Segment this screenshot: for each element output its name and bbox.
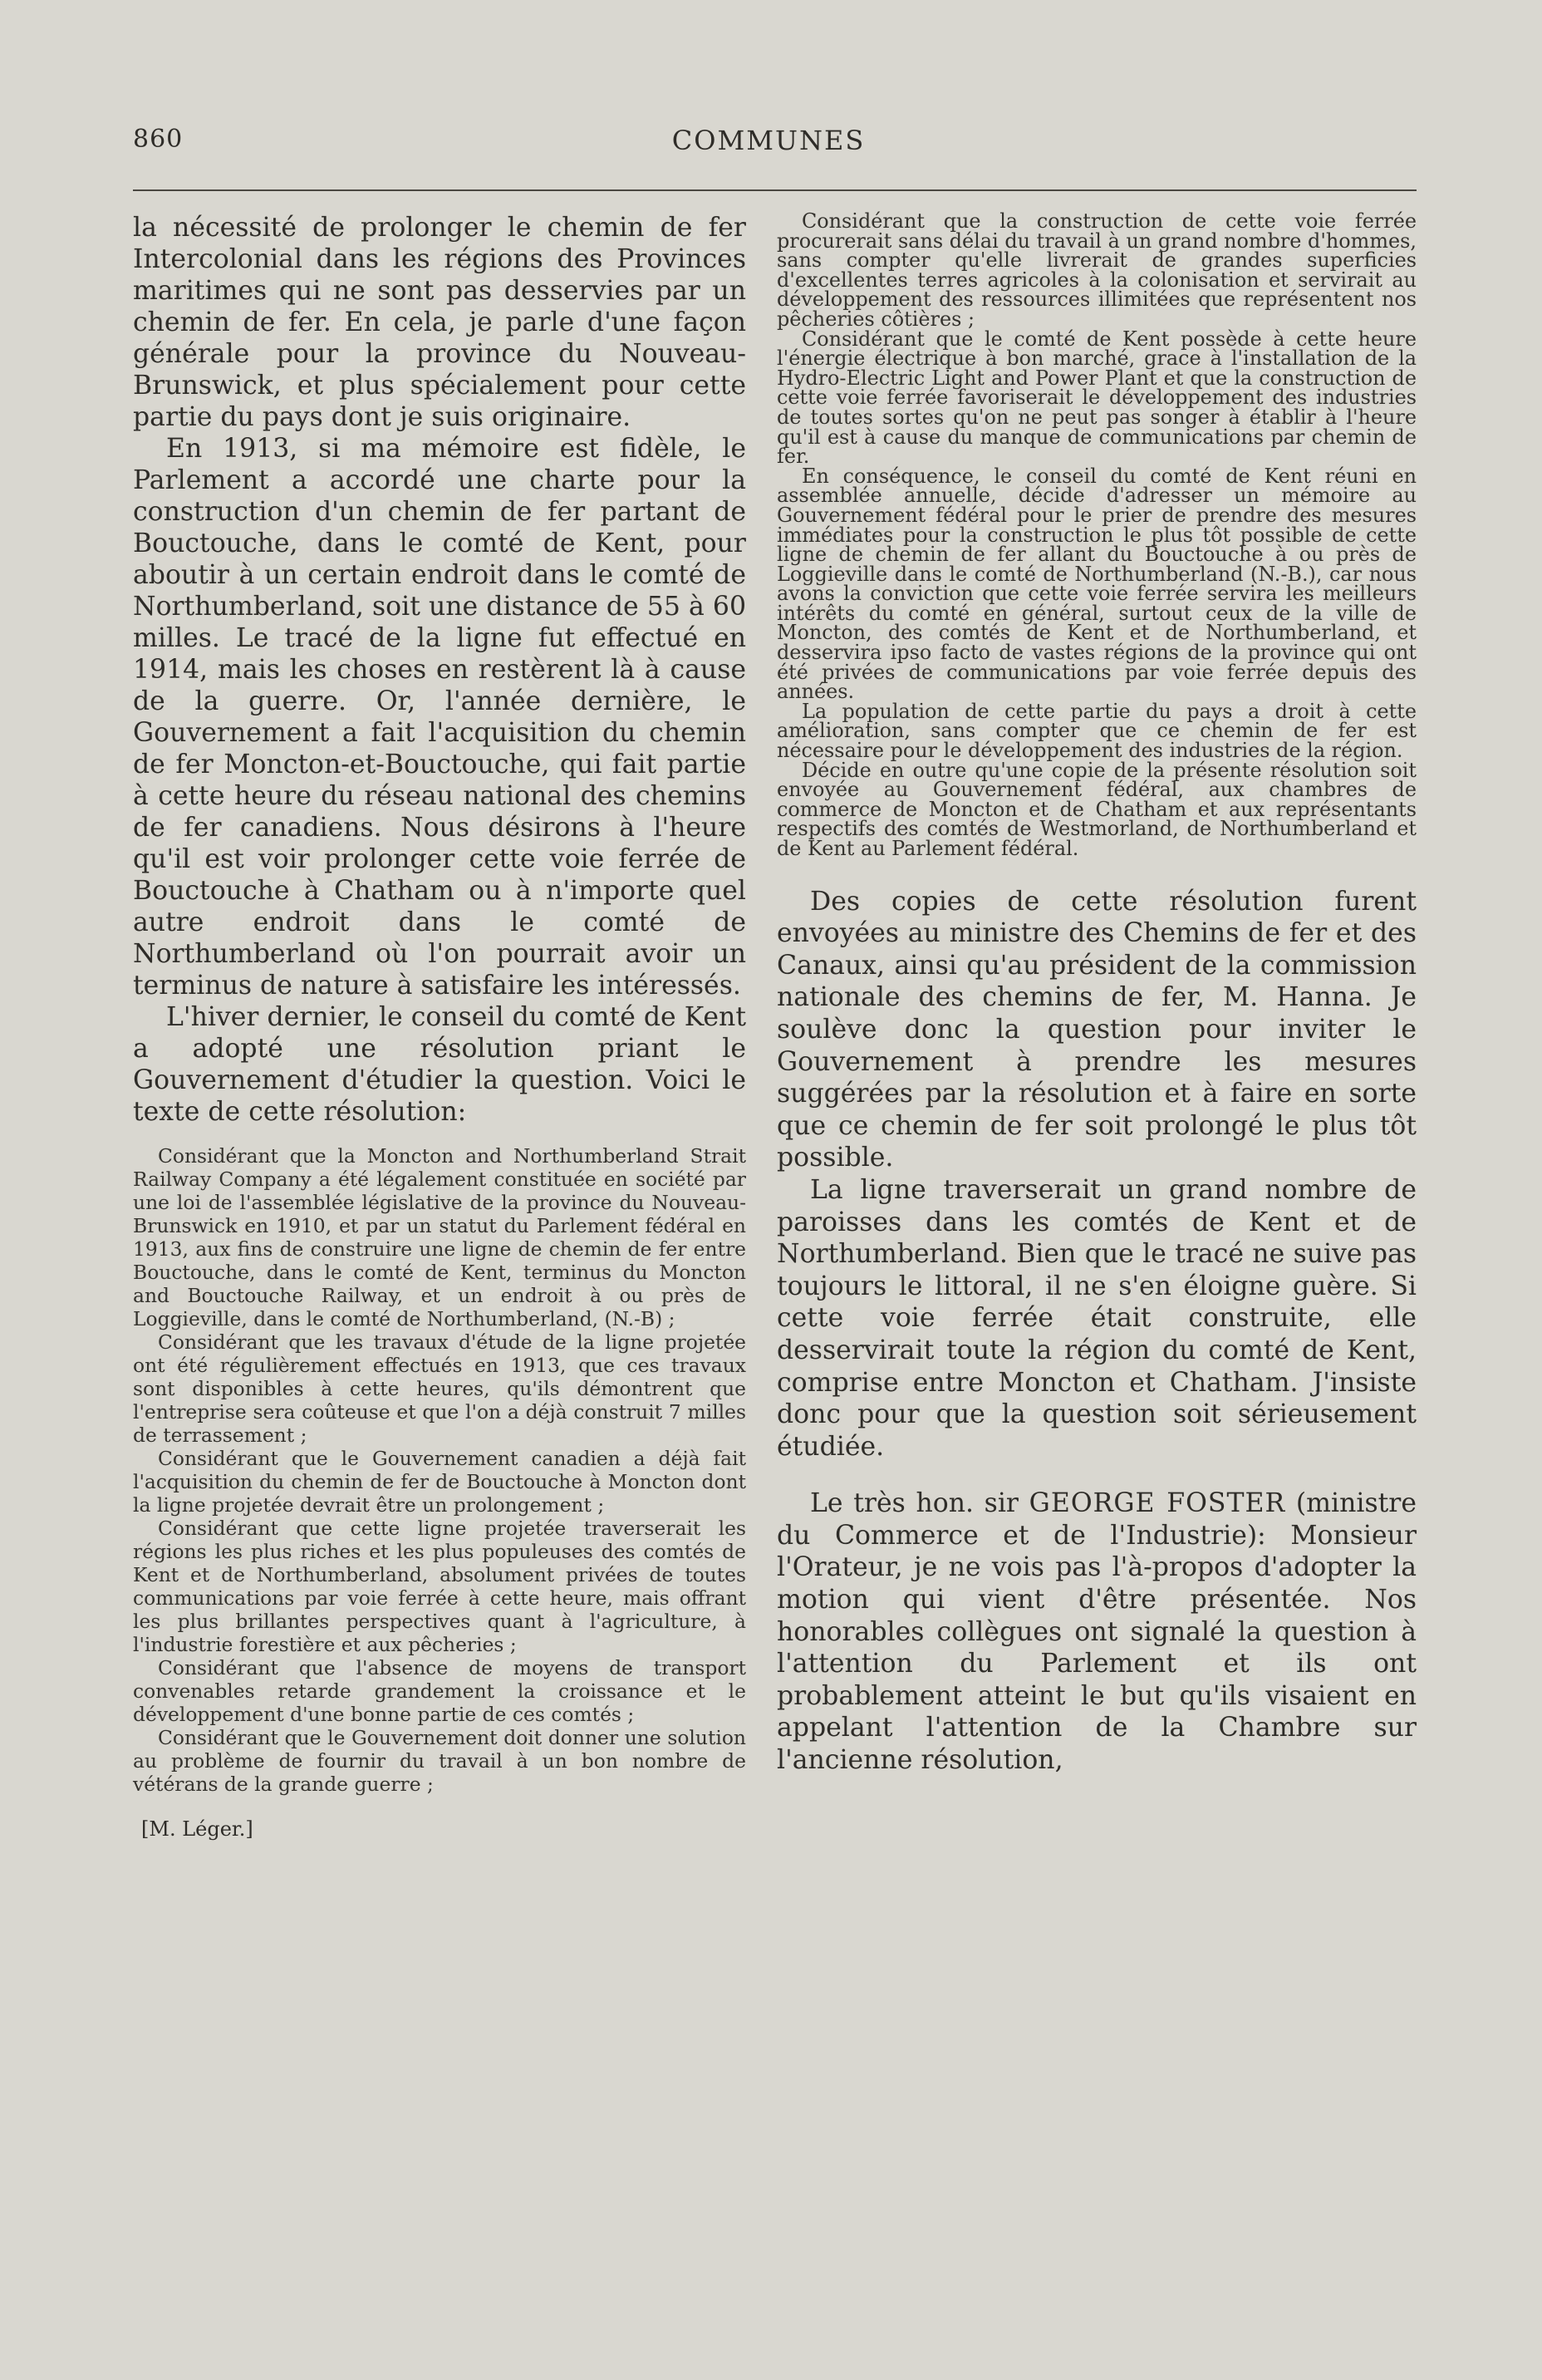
page-header: [133, 125, 1404, 168]
right-paragraph: Des copies de cette résolution furent envoyées au ministre des Chemins de fer et des Canaux, ainsi qu'au président de la commission nationale des chemins de fer, M. Hanna. Je soulève donc la question pour inviter le Gouvernement à prendre les mesures suggérées par la résolution et à faire en sorte que ce chemin de fer soit prolongé le plus tôt possible.: [777, 886, 1417, 1173]
resolution-clause: Considérant que le Gouvernement canadien a déjà fait l'acquisition du chemin de fer de Bouctouche à Moncton dont la ligne projetée devrait être un prolongement ;: [133, 1447, 746, 1517]
resolution-text-left: [133, 1144, 746, 1796]
resolution-clause: Décide en outre qu'une copie de la présente résolution soit envoyée au Gouvernement fédéral, aux chambres de commerce de Moncton et de Chatham et aux représentants respectifs des comtés de Westmorland, de Northumberland et de Kent au Parlement fédéral.: [777, 758, 1417, 860]
page-number: 860: [133, 125, 184, 154]
resolution-clause: En conséquence, le conseil du comté de Kent réuni en assemblée annuelle, décide d'adresser un mémoire au Gouvernement fédéral pour le prier de prendre des mesures immédiates pour la construction le plus tôt possible de cette ligne de chemin de fer allant du Bouctouche à ou près de Loggieville dans le comté de Northumberland (N.-B.), car nous avons la conviction que cette voie ferrée servira les meilleurs intérêts du comté en général, surtout ceux de la ville de Moncton, des comtés de Kent et de Northumberland, et desservira ipso facto de vastes régions de la province qui ont été privées de communications par voie ferrée depuis des années.: [777, 464, 1417, 704]
resolution-clause: Considérant que la construction de cette voie ferrée procurerait sans délai du travail à un grand nombre d'hommes, sans compter qu'elle livrerait de grandes superficies d'excellentes terres agricoles à la colonisation et servirait au développement des ressources illimitées que représentent nos pêcheries côtières ;: [777, 209, 1417, 331]
resolution-clause: La population de cette partie du pays a droit à cette amélioration, sans compter que ce chemin de fer est nécessaire pour le développement des industries de la région.: [777, 699, 1417, 763]
right-body: [777, 886, 1417, 1777]
resolution-clause: Considérant que le Gouvernement doit donner une solution au problème de fournir du travail à un bon nombre de vétérans de la grande guerre ;: [133, 1726, 746, 1796]
left-paragraph: L'hiver dernier, le conseil du comté de Kent a adopté une résolution priant le Gouvernement d'étudier la question. Voici le texte de cette résolution:: [133, 1002, 746, 1127]
speaker-signature: [M. Léger.]: [141, 1817, 253, 1841]
right-paragraph: La ligne traverserait un grand nombre de paroisses dans les comtés de Kent et de Northumberland. Bien que le tracé ne suive pas toujours le littoral, il ne s'en éloigne guère. Si cette voie ferrée était construite, elle desservirait toute la région du comté de Kent, comprise entre Moncton et Chatham. J'insiste donc pour que la question soit sérieusement étudiée.: [777, 1174, 1417, 1462]
speaker-text: (ministre du Commerce et de l'Industrie): Monsieur l'Orateur, je ne vois pas l'à-propos d'adopter la motion qui vient d'être présentée. Nos honorables collègues ont signalé la question à l'attention du Parlement et ils ont probablement atteint le but qu'ils visaient en appelant l'attention de la Chambre sur l'ancienne résolution,: [777, 1488, 1417, 1776]
resolution-text-right: [777, 209, 1417, 860]
resolution-clause: Considérant que cette ligne projetée traverserait les régions les plus riches et les plus populeuses des comtés de Kent et de Northumberland, absolument privées de toutes communications par voie ferrée à cette heure, mais offrant les plus brillantes perspectives quant à l'agriculture, à l'industrie forestière et aux pêcheries ;: [133, 1517, 746, 1656]
left-paragraph: la nécessité de prolonger le chemin de fer Intercolonial dans les régions des Provinces maritimes qui ne sont pas desservies par un chemin de fer. En cela, je parle d'une façon générale pour la province du Nouveau-Brunswick, et plus spécialement pour cette partie du pays dont je suis originaire.: [133, 213, 746, 432]
resolution-clause: Considérant que le comté de Kent possède à cette heure l'énergie électrique à bon marché, grace à l'installation de la Hydro-Electric Light and Power Plant et que la construction de cette voie ferrée favoriserait le développement des industries de toutes sortes qu'on ne peut pas songer à établir à l'heure qu'il est à cause du manque de communications par chemin de fer.: [777, 327, 1417, 469]
right-column: [777, 209, 1417, 1777]
resolution-clause: Considérant que l'absence de moyens de transport convenables retarde grandement la croissance et le développement d'une bonne partie de ces comtés ;: [133, 1656, 746, 1726]
resolution-clause: Considérant que les travaux d'étude de la ligne projetée ont été régulièrement effectués en 1913, que ces travaux sont disponibles à cette heures, qu'ils démontrent que l'entreprise sera coûteuse et que l'on a déjà construit 7 milles de terrassement ;: [133, 1330, 746, 1447]
speaker-name: GEORGE FOSTER: [1029, 1488, 1286, 1519]
running-title: COMMUNES: [671, 125, 866, 156]
speaker-prefix: Le très hon. sir: [810, 1488, 1029, 1519]
header-rule: [133, 189, 1417, 191]
resolution-clause: Considérant que la Moncton and Northumberland Strait Railway Company a été légalement constituée en société par une loi de l'assemblée législative de la province du Nouveau-Brunswick en 1910, et par un statut du Parlement fédéral en 1913, aux fins de construire une ligne de chemin de fer entre Bouctouche, dans le comté de Kent, terminus du Moncton and Bouctouche Railway, et un endroit à ou près de Loggieville, dans le comté de Northumberland, (N.-B) ;: [133, 1144, 746, 1330]
left-paragraph: En 1913, si ma mémoire est fidèle, le Parlement a accordé une charte pour la construction d'un chemin de fer partant de Bouctouche, dans le comté de Kent, pour aboutir à un certain endroit dans le comté de Northumberland, soit une distance de 55 à 60 milles. Le tracé de la ligne fut effectué en 1914, mais les choses en restèrent là à cause de la guerre. Or, l'année dernière, le Gouvernement a fait l'acquisition du chemin de fer Moncton-et-Bouctouche, qui fait partie à cette heure du réseau national des chemins de fer canadiens. Nous désirons à l'heure qu'il est voir prolonger cette voie ferrée de Bouctouche à Chatham ou à n'importe quel autre endroit dans le comté de Northumberland où l'on pourrait avoir un terminus de nature à satisfaire les intéressés.: [133, 434, 746, 1001]
section-spacer: [777, 859, 1417, 886]
left-column: [133, 212, 746, 1841]
speaker-paragraph: [777, 1488, 1417, 1776]
